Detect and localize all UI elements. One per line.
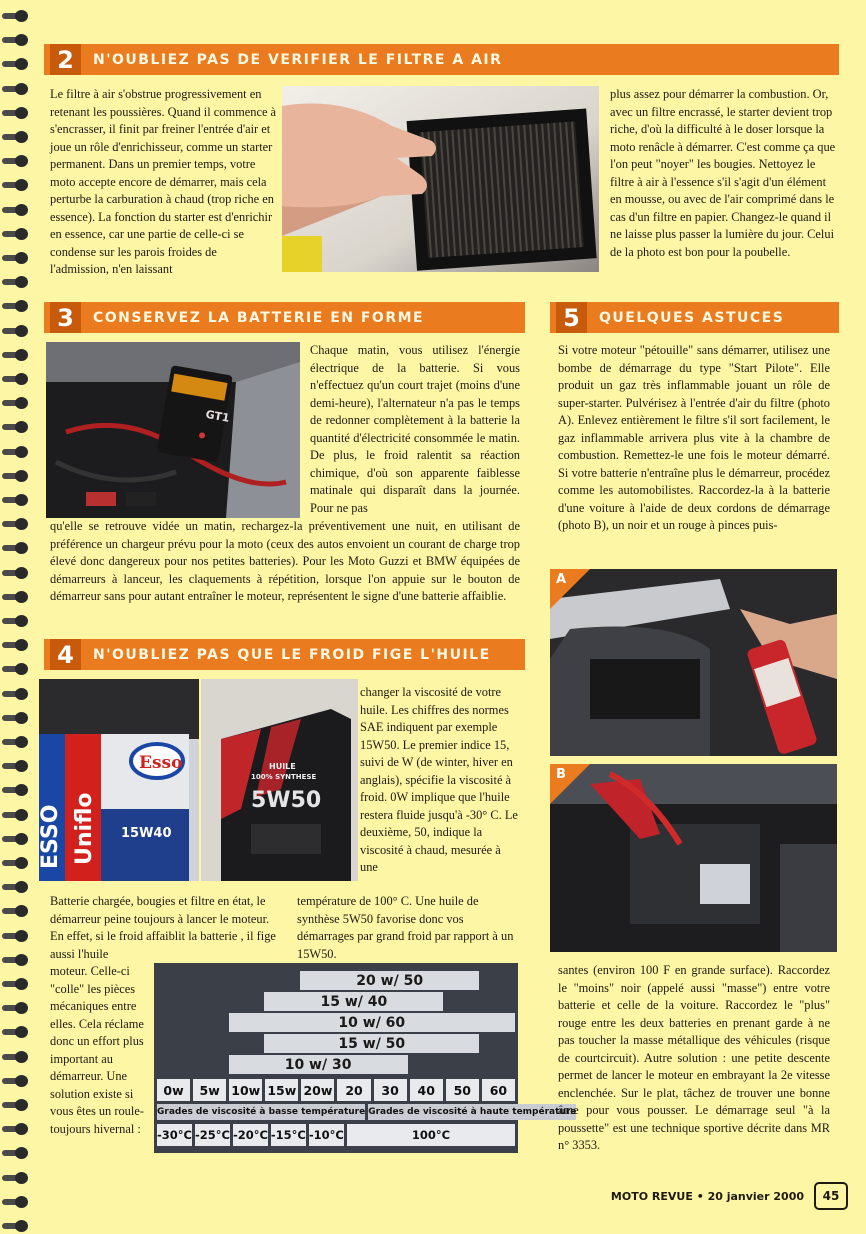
viscosity-grade-bar: 15 w/ 40 bbox=[264, 992, 443, 1011]
binding-ring bbox=[2, 976, 30, 992]
esso-vertical-label: ESSO bbox=[38, 804, 63, 869]
scale-tick: 40 bbox=[410, 1079, 443, 1101]
low-temp-grades-label: Grades de viscosité à basse température bbox=[157, 1104, 365, 1120]
section-title: N'OUBLIEZ PAS QUE LE FROID FIGE L'HUILE bbox=[93, 646, 491, 663]
section-5-text-top: Si votre moteur "pétouille" sans démarrer, utilisez une bombe de démarrage du type "Start Pilote". Elle produit un gaz très inflammable jouant un rôle de super-starter. Pulvérisez à l'entrée d'air du filtre (photo A). Enlevez entièrement le filtre s'il sort facilement, le gaz inflammable arrivera plus vite à la chambre de combustion. Remettez-le une fois le moteur démarré. Si votre batterie n'entraîne plus le démarreur, procédez comme les automobilistes. Raccordez-la à la batterie d'une voiture à l'aide de deux cordons de démarrage (photo B), un noir et un rouge à pinces puis- bbox=[558, 343, 830, 532]
photo-b-label: B bbox=[556, 767, 566, 782]
binding-ring bbox=[2, 371, 30, 387]
binding-ring bbox=[2, 516, 30, 532]
binding-ring bbox=[2, 952, 30, 968]
scale-tick: 30 bbox=[374, 1079, 407, 1101]
battery-charger-photo bbox=[46, 342, 300, 518]
binding-ring bbox=[2, 419, 30, 435]
binding-ring bbox=[2, 1218, 30, 1234]
binding-ring bbox=[2, 323, 30, 339]
esso-oil-can-photo bbox=[39, 679, 199, 881]
section-number: 3 bbox=[50, 302, 81, 333]
binding-ring bbox=[2, 807, 30, 823]
temperature-cell: -10°C bbox=[309, 1124, 344, 1146]
binding-ring bbox=[2, 928, 30, 944]
binding-ring bbox=[2, 903, 30, 919]
section-2-banner bbox=[44, 44, 839, 75]
binding-ring bbox=[2, 734, 30, 750]
temperature-cell: -25°C bbox=[195, 1124, 230, 1146]
binding-ring bbox=[2, 1000, 30, 1016]
binding-ring bbox=[2, 540, 30, 556]
binding-ring bbox=[2, 32, 30, 48]
charger-label: GT1 bbox=[204, 407, 231, 425]
binding-ring bbox=[2, 468, 30, 484]
oil-label-line1: HUILE bbox=[269, 762, 296, 771]
viscosity-grade-bar: 10 w/ 30 bbox=[229, 1055, 408, 1074]
spiral-binding bbox=[0, 0, 34, 1229]
temperature-cell: -15°C bbox=[271, 1124, 306, 1146]
photo-a-label: A bbox=[556, 572, 567, 587]
binding-ring bbox=[2, 855, 30, 871]
viscosity-grade-bar: 10 w/ 60 bbox=[229, 1013, 515, 1032]
binding-ring bbox=[2, 831, 30, 847]
scale-tick: 50 bbox=[446, 1079, 479, 1101]
binding-ring bbox=[2, 637, 30, 653]
section-4-text-mid-left: Batterie chargée, bougies et filtre en état, le démarreur peine toujours à lancer le moteur. En effet, si le froid affaiblit la batterie , il fige aussi l'huile bbox=[50, 894, 276, 961]
section-number: 4 bbox=[50, 639, 81, 670]
section-5-banner bbox=[550, 302, 839, 333]
scale-tick: 15w bbox=[265, 1079, 298, 1101]
binding-ring bbox=[2, 1024, 30, 1040]
binding-ring bbox=[2, 202, 30, 218]
binding-ring bbox=[2, 782, 30, 798]
section-2-text-left: Le filtre à air s'obstrue progressivement en retenant les poussières. Quand il commence à s'encrasser, il finit par freiner l'entrée d'air et joue un rôle d'enrichisseur, comme un starter permanent. Dans un premier temps, votre moto accepte encore de démarrer, mais cela perturbe la carburation à chaud (trop riche en essence). La fonction du starter est d'enrichir en essence, car une partie de celle-ci se condense sur les parois froides de l'admission, n'en laissant bbox=[50, 87, 277, 276]
binding-ring bbox=[2, 686, 30, 702]
binding-ring bbox=[2, 56, 30, 72]
binding-ring bbox=[2, 153, 30, 169]
binding-ring bbox=[2, 1097, 30, 1113]
binding-ring bbox=[2, 81, 30, 97]
binding-ring bbox=[2, 1121, 30, 1137]
air-filter-photo bbox=[282, 86, 599, 272]
section-number: 5 bbox=[556, 302, 587, 333]
binding-ring bbox=[2, 589, 30, 605]
binding-ring bbox=[2, 395, 30, 411]
section-2-text-right: plus assez pour démarrer la combustion. Or, avec un filtre encrassé, le starter devient trop riche, d'où la difficulté à le doser lorsque la moto renâcle à démarrer. C'est comme ça que l'on peut "noyer" les bougies. Nettoyez le filtre à air à l'essence s'il s'agit d'un élément en mousse, ou avec de l'air comprimé dans le cas d'un filtre en papier. Changez-le quand il ne laisse plus passer la lumière du jour. Celui de la photo est bon pour la poubelle. bbox=[610, 87, 836, 259]
temperature-row bbox=[157, 1124, 515, 1146]
binding-ring bbox=[2, 661, 30, 677]
viscosity-scale bbox=[157, 1079, 515, 1101]
section-title: CONSERVEZ LA BATTERIE EN FORME bbox=[93, 309, 425, 326]
photo-b-tag bbox=[550, 764, 590, 804]
binding-ring bbox=[2, 250, 30, 266]
binding-ring bbox=[2, 1145, 30, 1161]
temperature-cell-high: 100°C bbox=[347, 1124, 515, 1146]
binding-ring bbox=[2, 444, 30, 460]
scale-tick: 60 bbox=[482, 1079, 515, 1101]
section-4-text-bottom-left: moteur. Celle-ci "colle" les pièces mécaniques entre elles. Cela réclame donc un effort plus important au démarreur. Une solution existe si vous êtes un roule-toujours hivernal : bbox=[50, 964, 144, 1136]
section-number: 2 bbox=[50, 44, 81, 75]
binding-ring bbox=[2, 347, 30, 363]
section-3-text-beside: Chaque matin, vous utilisez l'énergie électrique de la batterie. Si vous n'effectuez qu'un court trajet (moins d'une demi-heure), l'alternateur n'a pas le temps de redonner complètement à la batterie la quantité d'électricité consommée le matin. De plus, le froid ralentit sa réaction chimique, d'où son apparente faiblesse matinale qui disparaît dans la journée. Pour ne pas bbox=[310, 343, 520, 515]
binding-ring bbox=[2, 129, 30, 145]
binding-ring bbox=[2, 565, 30, 581]
section-4-text-mid-right: température de 100° C. Une huile de synthèse 5W50 favorise donc vos démarrages par grand froid par rapport à un 15W50. bbox=[297, 894, 514, 961]
temperature-cell: -20°C bbox=[233, 1124, 268, 1146]
binding-ring bbox=[2, 1170, 30, 1186]
binding-ring bbox=[2, 177, 30, 193]
magazine-name: MOTO REVUE • 20 janvier 2000 bbox=[610, 1189, 804, 1203]
oil-label-line2: 100% SYNTHESE bbox=[251, 773, 317, 781]
viscosity-chart bbox=[154, 963, 577, 1153]
binding-ring bbox=[2, 298, 30, 314]
page-footer bbox=[611, 1183, 848, 1209]
page-number: 45 bbox=[814, 1182, 848, 1210]
scale-tick: 5w bbox=[193, 1079, 226, 1101]
scale-tick: 20w bbox=[301, 1079, 334, 1101]
binding-ring bbox=[2, 8, 30, 24]
section-3-banner bbox=[44, 302, 525, 333]
section-4-banner bbox=[44, 639, 525, 670]
high-temp-grades-label: Grades de viscosité à haute température bbox=[368, 1104, 576, 1120]
binding-ring bbox=[2, 758, 30, 774]
binding-ring bbox=[2, 274, 30, 290]
photo-a-start-spray bbox=[550, 569, 837, 756]
binding-ring bbox=[2, 105, 30, 121]
synthetic-oil-can-photo bbox=[201, 679, 358, 881]
esso-logo: Esso bbox=[139, 753, 183, 773]
viscosity-grade-bar: 15 w/ 50 bbox=[264, 1034, 479, 1053]
binding-ring bbox=[2, 1194, 30, 1210]
binding-ring bbox=[2, 710, 30, 726]
esso-grade-label: 15W40 bbox=[121, 826, 172, 841]
section-3-text-below: qu'elle se retrouve vidée un matin, rechargez-la préventivement une nuit, en utilisant de préférence un chargeur prévu pour la moto (ceux des autos envoient un courant de charge trop élevé donc dangereux pour nos petites batteries). Pour les Moto Guzzi et BMW équipées de démarreurs à lanceur, les claquements à répétition, lorsque l'on appuie sur le bouton de démarreur sans pour autant entraîner le moteur, représentent le signe d'une batterie affaiblie. bbox=[50, 519, 520, 603]
scale-tick: 0w bbox=[157, 1079, 190, 1101]
section-5-text-bottom: santes (environ 100 F en grande surface). Raccordez le "moins" noir (appelé aussi "masse") entre votre batterie et celle de la voiture. Raccordez le "plus" rouge entre les deux batteries en prenant garde à ne pas toucher la masse métallique des véhicules (risque de courtcircuit). Autre solution : une petite descente permet de lancer le moteur en embrayant la 2e vitesse enclenchée. Sur le plat, tâchez de trouver une bonne âme pour vous pousser. Le démarrage seul "à la poussette" est une technique sportive décrite dans MR n° 3353. bbox=[558, 963, 830, 1152]
photo-a-tag bbox=[550, 569, 590, 609]
esso-product-label: Uniflo bbox=[72, 792, 97, 865]
binding-ring bbox=[2, 1073, 30, 1089]
binding-ring bbox=[2, 226, 30, 242]
binding-ring bbox=[2, 879, 30, 895]
grade-labels bbox=[157, 1104, 577, 1120]
binding-ring bbox=[2, 1049, 30, 1065]
scale-tick: 10w bbox=[229, 1079, 262, 1101]
section-title: N'OUBLIEZ PAS DE VERIFIER LE FILTRE A AIR bbox=[93, 51, 503, 68]
viscosity-grade-bar: 20 w/ 50 bbox=[300, 971, 479, 990]
scale-tick: 20 bbox=[337, 1079, 370, 1101]
binding-ring bbox=[2, 613, 30, 629]
binding-ring bbox=[2, 492, 30, 508]
section-4-text-right: changer la viscosité de votre huile. Les chiffres des normes SAE indiquent par exemple 15W50. Le premier indice 15, suivi de W (de winter, hiver en anglais), spécifie la viscosité à froid. 0W implique que l'huile restera fluide jusqu'à -30° C. Le deuxième, 50, indique la viscosité à chaud, mesurée à une bbox=[360, 685, 518, 874]
section-title: QUELQUES ASTUCES bbox=[599, 309, 785, 326]
temperature-cell: -30°C bbox=[157, 1124, 192, 1146]
photo-b-jumper-cables bbox=[550, 764, 837, 952]
oil-grade-label: 5W50 bbox=[251, 788, 322, 813]
